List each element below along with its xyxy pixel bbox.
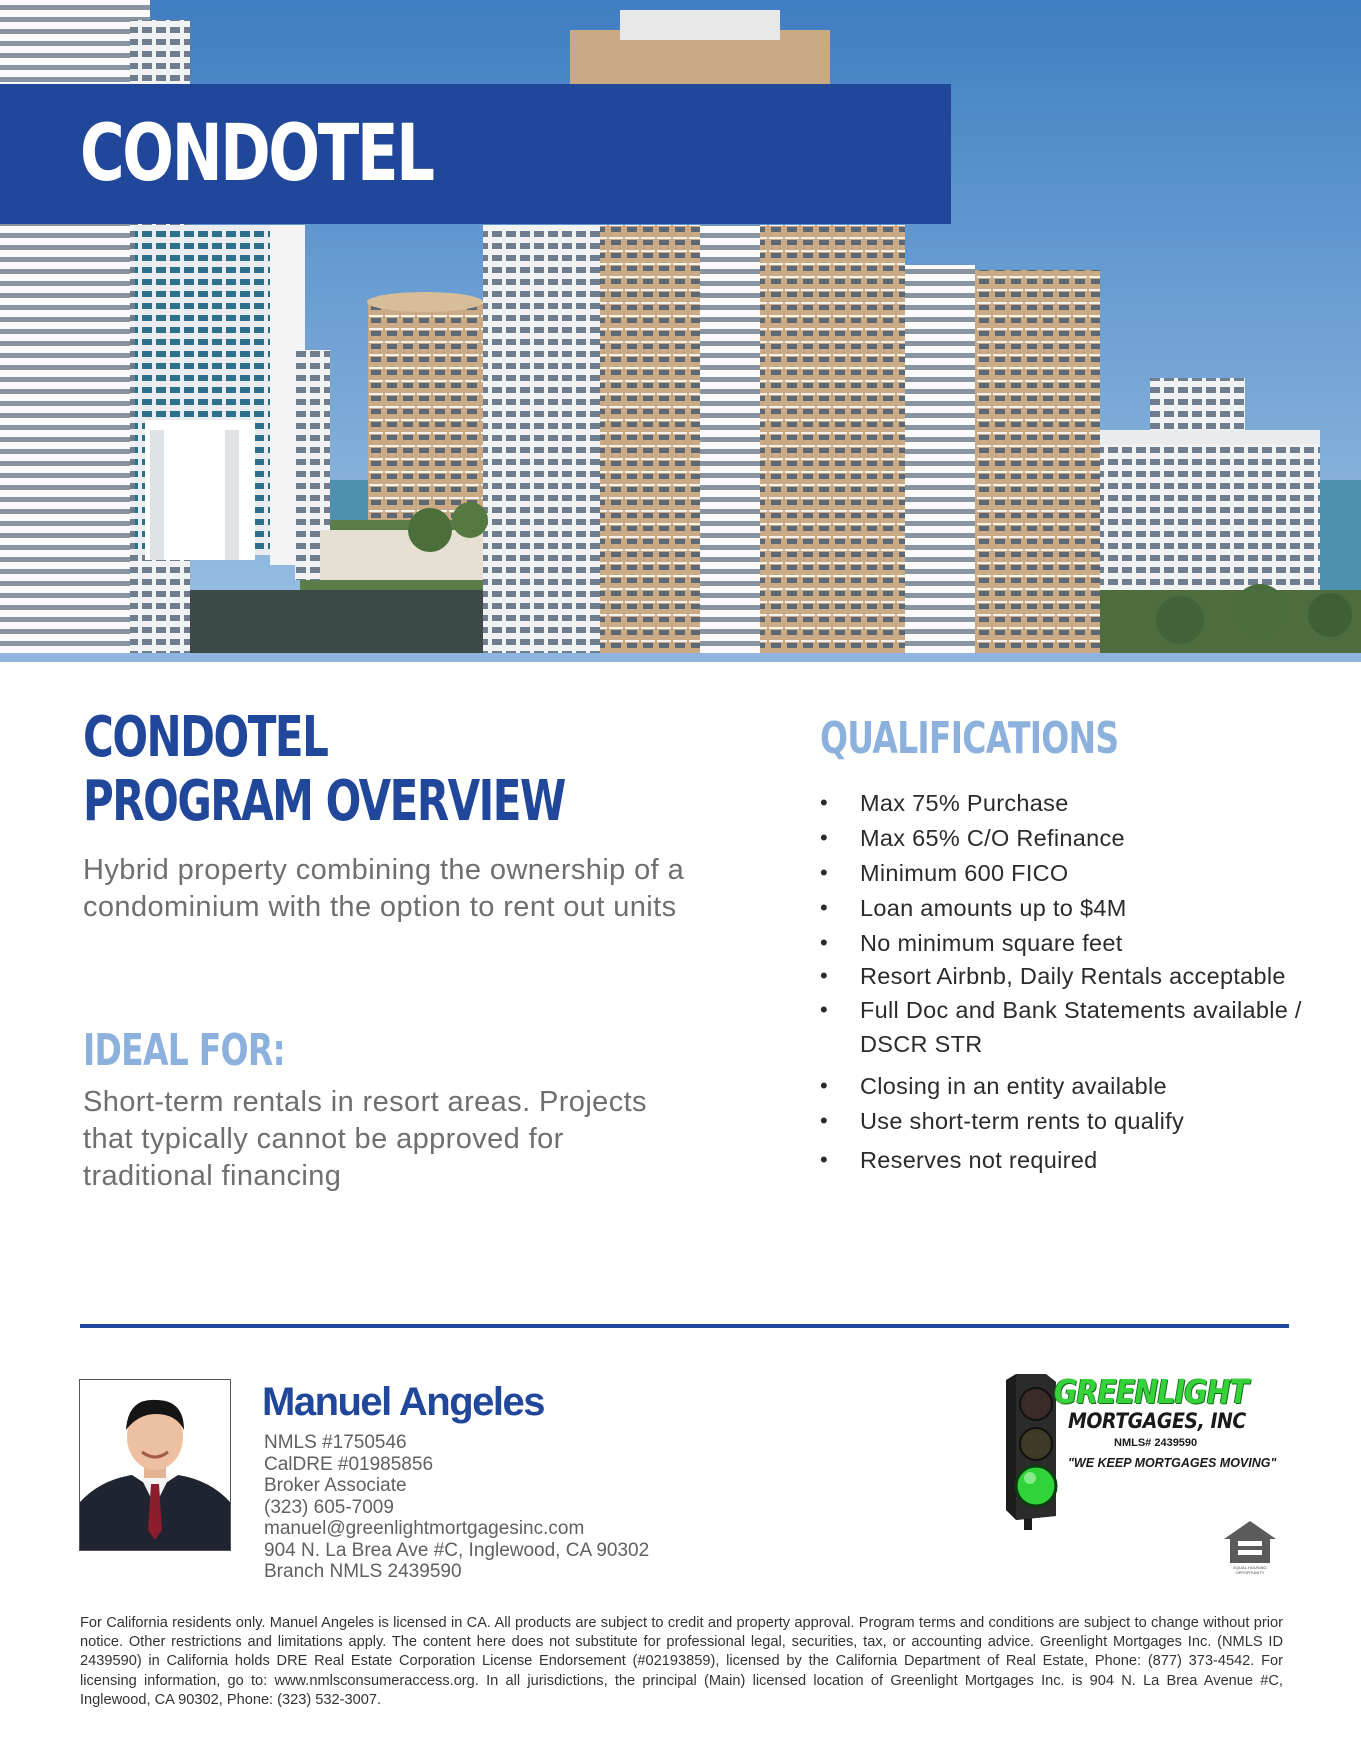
bullet: • <box>819 930 828 955</box>
qualification-item <box>819 1143 1340 1177</box>
agent-branch-nmls: Branch NMLS 2439590 <box>264 1561 462 1582</box>
qualification-item <box>819 926 1340 960</box>
ideal-for-line-2: that typically cannot be approved for <box>83 1123 564 1155</box>
bullet: • <box>819 1147 828 1172</box>
hero-bottom-stripe <box>0 653 1361 662</box>
hero-title: CONDOTEL <box>80 109 433 199</box>
bullet: • <box>819 997 828 1022</box>
qualification-text: Reserves not required <box>860 1147 1098 1173</box>
agent-address: 904 N. La Brea Ave #C, Inglewood, CA 90302 <box>264 1539 650 1561</box>
bullet: • <box>819 1073 828 1098</box>
qualification-text: No minimum square feet <box>860 930 1123 956</box>
qualification-text: Use short-term rents to qualify <box>860 1108 1185 1134</box>
overview-description-line-1: Hybrid property combining the ownership of a <box>83 854 685 886</box>
footer-divider <box>80 1324 1289 1328</box>
agent-phone[interactable]: (323) 605-7009 <box>264 1496 394 1518</box>
equal-housing-house-icon <box>1222 1519 1278 1565</box>
bullet: • <box>819 963 828 988</box>
qualification-item <box>819 891 1340 925</box>
agent-nmls: NMLS #1750546 <box>264 1432 407 1453</box>
legal-disclaimer: For California residents only. Manuel Angeles is licensed in CA. All products are subject to credit and property approval. Program terms and conditions are subject to change without prior notice. Other restrictions and limitations apply. The content here does not substitute for professional legal, securities, tax, or accounting advice. Greenlight Mortgages Inc. (NMLS ID 2439590) in California holds DRE Real Estate Corporation License Endorsement (#02193859), licensed by the California Department of Real Estate, Phone: (877) 373-4542. For licensing information, go to: www.nmlsconsumeraccess.org. In all jurisdictions, the principal (Main) licensed location of Greenlight Mortgages Inc. is 904 N. La Brea Avenue #C, Inglewood, CA 90302, Phone: (323) 532-3007. <box>80 1615 1283 1708</box>
overview-description-line-2: condominium with the option to rent out units <box>83 891 677 923</box>
equal-housing-label: EQUAL HOUSING OPPORTUNITY <box>1233 1565 1267 1575</box>
logo-slogan: "WE KEEP MORTGAGES MOVING" <box>1068 1456 1277 1470</box>
bullet: • <box>819 860 828 885</box>
logo-greenlight-text: GREENLIGHT <box>1054 1372 1249 1411</box>
ideal-for-line-1: Short-term rentals in resort areas. Projects <box>83 1086 647 1118</box>
agent-name: Manuel Angeles <box>262 1380 545 1424</box>
qualification-text: Loan amounts up to $4M <box>860 895 1127 921</box>
qualification-text: Closing in an entity available <box>860 1073 1167 1099</box>
qualifications-heading: QUALIFICATIONS <box>820 713 1119 764</box>
qualification-item <box>819 1069 1340 1103</box>
bullet: • <box>819 825 828 850</box>
overview-title-line-1: CONDOTEL <box>83 705 328 770</box>
bullet: • <box>819 895 828 920</box>
title-band <box>0 84 951 224</box>
bullet: • <box>819 790 828 815</box>
qualification-item <box>819 959 1340 993</box>
hero-image <box>0 0 1361 662</box>
qualification-item <box>819 821 1340 855</box>
qualification-item <box>819 786 1340 820</box>
logo-mortgages-text: MORTGAGES, INC <box>1068 1409 1246 1433</box>
qualification-text: Max 65% C/O Refinance <box>860 825 1125 851</box>
qualification-text: Minimum 600 FICO <box>860 860 1069 886</box>
agent-role: Broker Associate <box>264 1475 407 1496</box>
overview-title-line-2: PROGRAM OVERVIEW <box>83 769 565 834</box>
ideal-for-heading: IDEAL FOR: <box>83 1025 285 1076</box>
agent-photo <box>79 1379 231 1551</box>
qualification-item <box>819 856 1340 890</box>
agent-email[interactable]: manuel@greenlightmortgagesinc.com <box>264 1518 585 1539</box>
bullet: • <box>819 1108 828 1133</box>
qualification-item <box>819 1104 1340 1138</box>
program-overview-description <box>83 852 743 926</box>
agent-portrait-illustration <box>80 1380 230 1550</box>
qualification-text: Max 75% Purchase <box>860 790 1069 816</box>
program-overview-title <box>83 706 565 834</box>
agent-contact-details <box>264 1432 649 1583</box>
qualification-text: Full Doc and Bank Statements available / DSCR STR <box>860 997 1302 1057</box>
ideal-for-line-3: traditional financing <box>83 1160 342 1192</box>
qualification-text: Resort Airbnb, Daily Rentals acceptable <box>860 963 1286 989</box>
equal-housing-icon <box>1222 1519 1278 1577</box>
ideal-for-description <box>83 1084 683 1195</box>
agent-caldre: CalDRE #01985856 <box>264 1453 434 1475</box>
qualification-item <box>819 993 1330 1061</box>
greenlight-mortgages-logo <box>1002 1370 1284 1530</box>
logo-nmls: NMLS# 2439590 <box>1114 1437 1198 1449</box>
